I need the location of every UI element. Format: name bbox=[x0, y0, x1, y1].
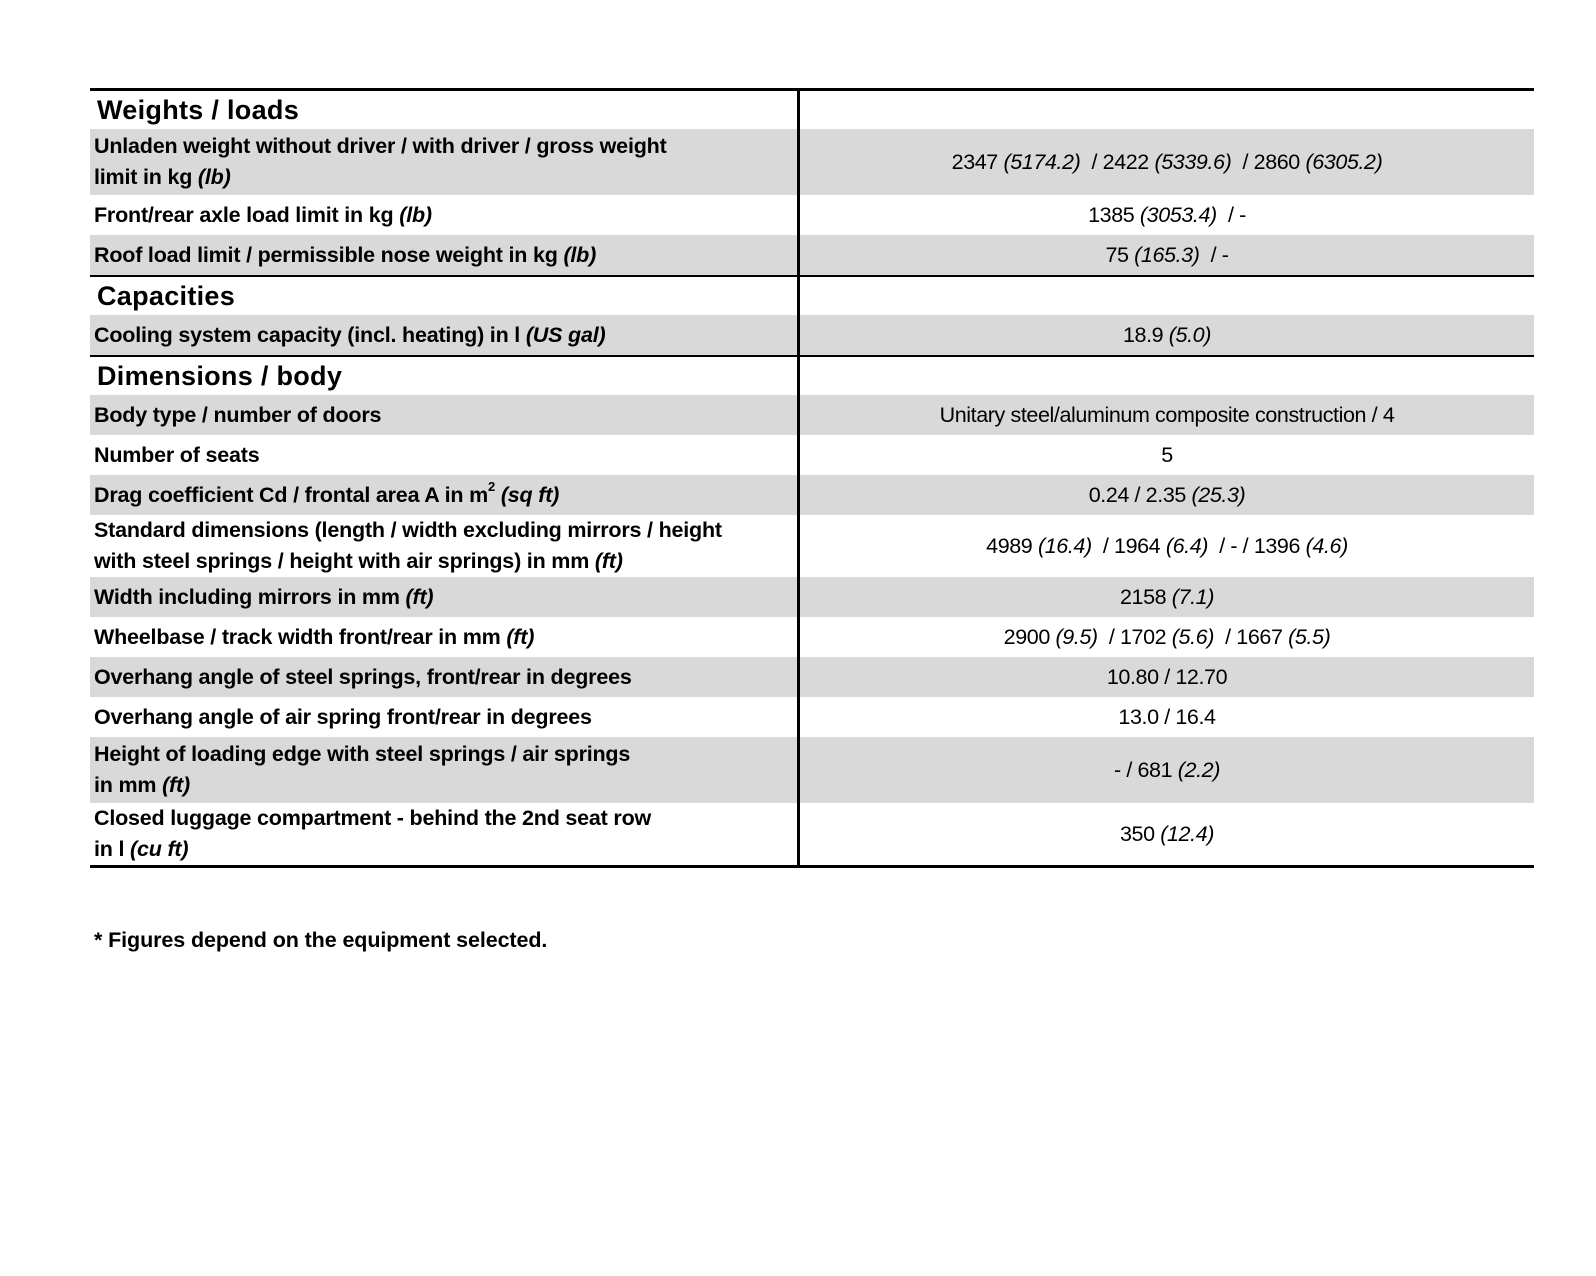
row-value: 5 bbox=[1161, 442, 1173, 467]
section-header-weights bbox=[90, 91, 1534, 129]
row-label: Number of seats bbox=[90, 435, 800, 475]
footnote: * Figures depend on the equipment selected. bbox=[94, 928, 548, 952]
row-value: 18.9 (5.0) bbox=[1122, 322, 1212, 347]
row-value: 350 (12.4) bbox=[1119, 821, 1214, 846]
row-label: Overhang angle of air spring front/rear in degrees bbox=[90, 697, 800, 737]
row-label: Body type / number of doors bbox=[90, 395, 800, 435]
row-value: 0.24 / 2.35 (25.3) bbox=[1088, 482, 1246, 507]
row-value: 2347 (5174.2) / 2422 (5339.6) / 2860 (6305.2) bbox=[951, 149, 1383, 174]
row-label: Overhang angle of steel springs, front/rear in degrees bbox=[90, 657, 800, 697]
section-title: Weights / loads bbox=[90, 91, 800, 129]
row-label: Wheelbase / track width front/rear in mm (ft) bbox=[90, 617, 800, 657]
table-row bbox=[90, 235, 1534, 275]
row-value: 10.80 / 12.70 bbox=[1106, 664, 1228, 689]
row-value: Unitary steel/aluminum composite construction / 4 bbox=[939, 402, 1395, 427]
section-header-dimensions bbox=[90, 355, 1534, 395]
spec-table bbox=[90, 88, 1534, 868]
table-row bbox=[90, 315, 1534, 355]
row-label: Front/rear axle load limit in kg (lb) bbox=[90, 195, 800, 235]
row-value: 75 (165.3) / - bbox=[1105, 242, 1229, 267]
table-row bbox=[90, 475, 1534, 515]
section-title: Dimensions / body bbox=[90, 357, 800, 395]
row-value: 2158 (7.1) bbox=[1119, 584, 1215, 609]
table-row bbox=[90, 195, 1534, 235]
table-row bbox=[90, 395, 1534, 435]
table-row bbox=[90, 657, 1534, 697]
row-label: Standard dimensions (length / width excluding mirrors / height with steel springs / height with air springs) in mm (ft) bbox=[90, 515, 800, 577]
table-row bbox=[90, 737, 1534, 803]
row-value: - / 681 (2.2) bbox=[1114, 757, 1220, 782]
table-row bbox=[90, 129, 1534, 195]
table-row bbox=[90, 803, 1534, 865]
table-row bbox=[90, 577, 1534, 617]
table-row bbox=[90, 515, 1534, 577]
section-title: Capacities bbox=[90, 277, 800, 315]
section-header-capacities bbox=[90, 275, 1534, 315]
table-row bbox=[90, 617, 1534, 657]
row-value: 1385 (3053.4) / - bbox=[1088, 202, 1246, 227]
row-value: 2900 (9.5) / 1702 (5.6) / 1667 (5.5) bbox=[1003, 624, 1331, 649]
table-row bbox=[90, 697, 1534, 737]
row-label: Cooling system capacity (incl. heating) in l (US gal) bbox=[90, 315, 800, 355]
row-label: Closed luggage compartment - behind the 2nd seat row in l (cu ft) bbox=[90, 803, 800, 865]
row-value: 4989 (16.4) / 1964 (6.4) / - / 1396 (4.6) bbox=[986, 533, 1348, 558]
row-value: 13.0 / 16.4 bbox=[1118, 704, 1216, 729]
row-label: Height of loading edge with steel springs / air springs in mm (ft) bbox=[90, 737, 800, 803]
row-label: Unladen weight without driver / with driver / gross weight limit in kg (lb) bbox=[90, 129, 800, 195]
row-label: Drag coefficient Cd / frontal area A in $m^2$ (sq ft) bbox=[90, 475, 800, 515]
table-row bbox=[90, 435, 1534, 475]
row-label: Width including mirrors in mm (ft) bbox=[90, 577, 800, 617]
row-label: Roof load limit / permissible nose weight in kg (lb) bbox=[90, 235, 800, 275]
